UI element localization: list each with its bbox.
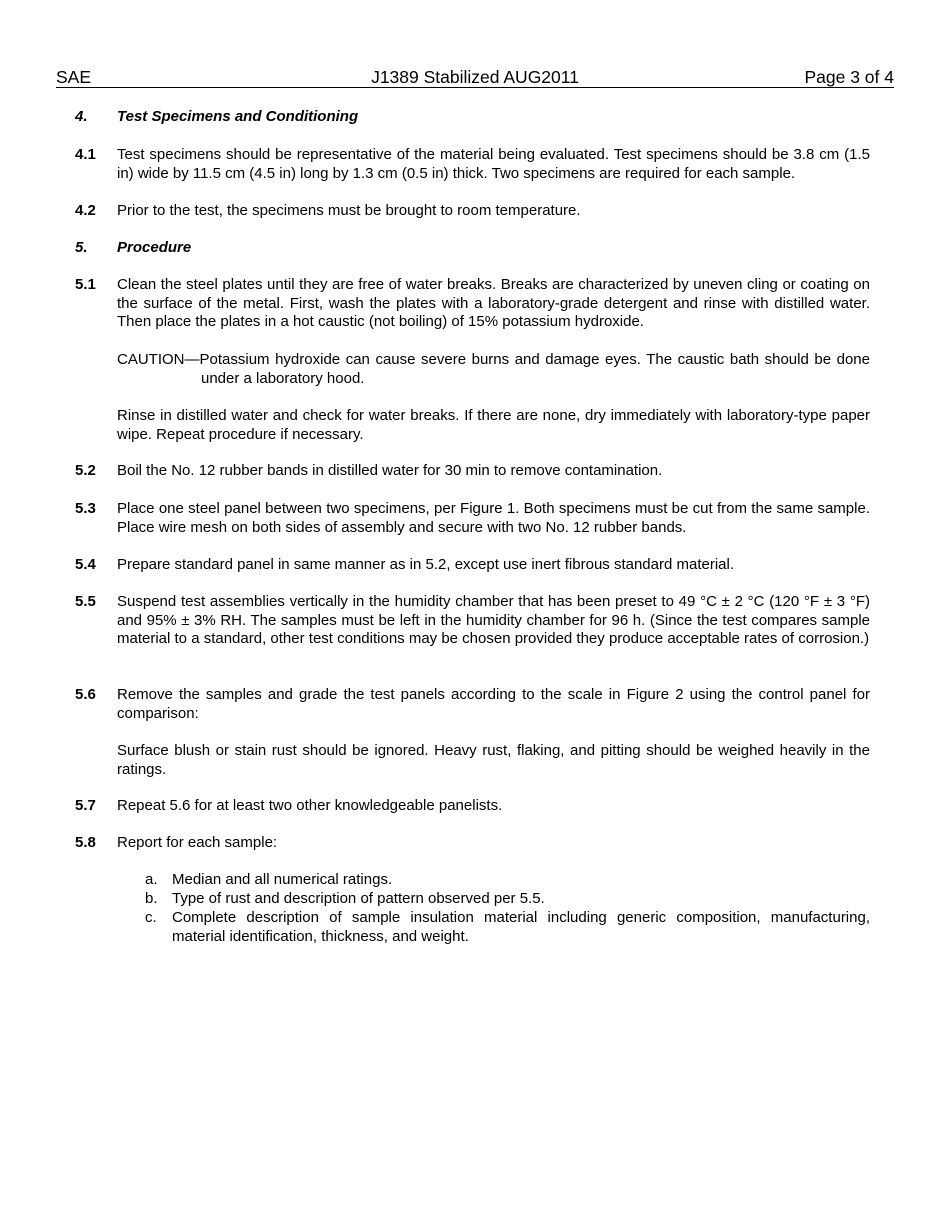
list-item-text: Complete description of sample insulation material including generic composition, manufacturing, material identification, thickness, and weight. bbox=[172, 909, 870, 945]
clause-number: 5.2 bbox=[75, 462, 96, 479]
list-item-label: a. bbox=[145, 871, 158, 888]
caution-note: CAUTION—Potassium hydroxide can cause severe burns and damage eyes. The caustic bath should be done under a laboratory hood. bbox=[117, 351, 870, 387]
clause-number: 5.7 bbox=[75, 797, 96, 814]
header-page-number: Page 3 of 4 bbox=[804, 67, 894, 87]
surface-paragraph: Surface blush or stain rust should be ignored. Heavy rust, flaking, and pitting should be weighed heavily in the ratings. bbox=[117, 742, 870, 778]
list-item-label: b. bbox=[145, 890, 158, 907]
clause-number: 4.1 bbox=[75, 146, 96, 163]
clause-number: 5.3 bbox=[75, 500, 96, 517]
clause-number: 5.5 bbox=[75, 593, 96, 610]
clause-text: Suspend test assemblies vertically in the humidity chamber that has been preset to 49 °C ± 2 °C (120 °F ± 3 °F) and 95% ± 3% RH. The samples must be left in the humidity chamber for 96 h. (Since the test compares sample material to a standard, other test conditions may be chosen provided they produce acceptable rates of corrosion.) bbox=[117, 593, 870, 648]
clause-text: Prepare standard panel in same manner as in 5.2, except use inert fibrous standard material. bbox=[117, 556, 735, 573]
clause-number: 5.4 bbox=[75, 556, 96, 573]
section-title: Procedure bbox=[117, 239, 192, 256]
section-number: 4. bbox=[75, 108, 88, 125]
page-header bbox=[56, 67, 894, 88]
clause-text: Boil the No. 12 rubber bands in distilled water for 30 min to remove contamination. bbox=[117, 462, 663, 479]
list-item-label: c. bbox=[145, 909, 157, 926]
clause-text: Report for each sample: bbox=[117, 834, 278, 851]
clause-text: Test specimens should be representative of the material being evaluated. Test specimens should be 3.8 cm (1.5 in) wide by 11.5 cm (4.5 in) long by 1.3 cm (0.5 in) thick. Two specimens are required for each sample. bbox=[117, 146, 870, 182]
clause-text: Clean the steel plates until they are free of water breaks. Breaks are characterized by uneven cling or coating on the surface of the metal. First, wash the plates with a laboratory-grade detergent and rinse with distilled water. Then place the plates in a hot caustic (not boiling) of 15% potassium hydroxide. bbox=[117, 276, 870, 331]
list-item-text: Median and all numerical ratings. bbox=[172, 871, 393, 888]
section-title: Test Specimens and Conditioning bbox=[117, 108, 359, 125]
rinse-paragraph: Rinse in distilled water and check for water breaks. If there are none, dry immediately with laboratory-type paper wipe. Repeat procedure if necessary. bbox=[117, 407, 870, 443]
clause-number: 5.1 bbox=[75, 276, 96, 293]
clause-text: Prior to the test, the specimens must be brought to room temperature. bbox=[117, 202, 581, 219]
header-doc-id: J1389 Stabilized AUG2011 bbox=[371, 67, 579, 87]
clause-number: 5.6 bbox=[75, 686, 96, 703]
section-number: 5. bbox=[75, 239, 88, 256]
header-org: SAE bbox=[56, 67, 92, 87]
clause-text: Place one steel panel between two specimens, per Figure 1. Both specimens must be cut from the same sample. Place wire mesh on both sides of assembly and secure with two No. 12 rubber bands. bbox=[117, 500, 870, 536]
clause-text: Repeat 5.6 for at least two other knowledgeable panelists. bbox=[117, 797, 503, 814]
clause-text: Remove the samples and grade the test panels according to the scale in Figure 2 using the control panel for comparison: bbox=[117, 686, 870, 722]
clause-number: 5.8 bbox=[75, 834, 96, 851]
list-item-text: Type of rust and description of pattern observed per 5.5. bbox=[172, 890, 545, 907]
clause-number: 4.2 bbox=[75, 202, 96, 219]
